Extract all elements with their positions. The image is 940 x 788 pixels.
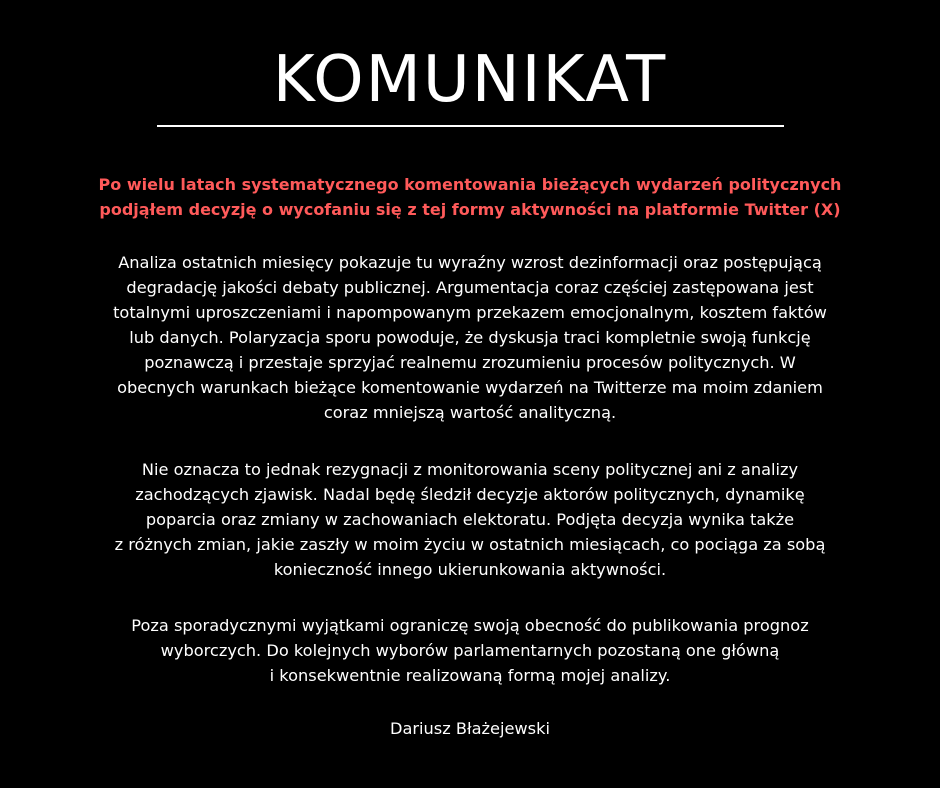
lead-line: podjąłem decyzję o wycofaniu się z tej formy aktywności na platformie Twitter (X) (99, 200, 841, 219)
paragraph-forecasts (40, 613, 900, 688)
paragraph-line: totalnymi uproszczeniami i napompowanym przekazem emocjonalnym, kosztem faktów (113, 303, 827, 322)
paragraph-line: degradację jakości debaty publicznej. Argumentacja coraz częściej zastępowana jest (126, 278, 814, 297)
page-title: KOMUNIKAT (272, 43, 668, 117)
lead-line: Po wielu latach systematycznego komentowania bieżących wydarzeń politycznych (98, 175, 842, 194)
paragraph-line: Analiza ostatnich miesięcy pokazuje tu wyraźny wzrost dezinformacji oraz postępującą (118, 253, 822, 272)
paragraph-monitoring (40, 457, 900, 582)
paragraph-line: poparcia oraz zmiany w zachowaniach elektoratu. Podjęta decyzja wynika także (145, 510, 795, 529)
paragraph-line: konieczność innego ukierunkowania aktywności. (273, 560, 667, 579)
paragraph-line: z różnych zmian, jakie zaszły w moim życiu w ostatnich miesiącach, co pociąga za sobą (114, 535, 826, 554)
paragraph-line: coraz mniejszą wartość analityczną. (323, 403, 617, 422)
title-divider (157, 125, 784, 127)
paragraph-line: Nie oznacza to jednak rezygnacji z monitorowania sceny politycznej ani z analizy (141, 460, 799, 479)
paragraph-line: zachodzących zjawisk. Nadal będę śledził decyzje aktorów politycznych, dynamikę (135, 485, 805, 504)
paragraph-analysis (40, 250, 900, 425)
paragraph-line: lub danych. Polaryzacja sporu powoduje, że dyskusja traci kompletnie swoją funkcję (129, 328, 811, 347)
paragraph-line: Poza sporadycznymi wyjątkami ograniczę swoją obecność do publikowania prognoz (131, 616, 809, 635)
paragraph-line: poznawczą i przestaje sprzyjać realnemu zrozumieniu procesów politycznych. W (144, 353, 796, 372)
lead-statement (40, 172, 900, 222)
paragraph-line: wyborczych. Do kolejnych wyborów parlamentarnych pozostaną one główną (160, 641, 780, 660)
author-signature: Dariusz Błażejewski (390, 719, 550, 738)
paragraph-line: obecnych warunkach bieżące komentowanie wydarzeń na Twitterze ma moim zdaniem (117, 378, 823, 397)
paragraph-line: i konsekwentnie realizowaną formą mojej analizy. (269, 666, 671, 685)
